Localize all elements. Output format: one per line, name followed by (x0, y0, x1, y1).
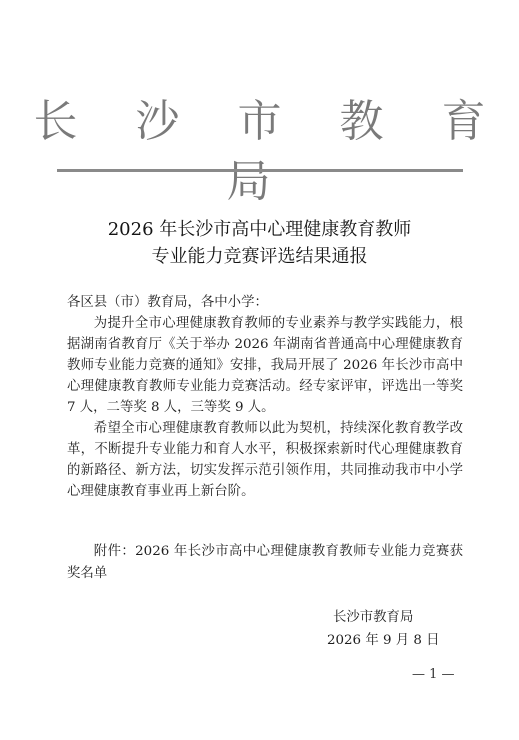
salutation: 各区县（市）教育局，各中小学： (67, 295, 268, 310)
attachment-note: 附件：2026 年长沙市高中心理健康教育教师专业能力竞赛获奖名单 (67, 544, 463, 581)
issuing-org-header: 长 沙 市 教 育 局 (33, 96, 508, 207)
body-paragraph-2: 希望全市心理健康教育教师以此为契机，持续深化教育教学改革，不断提升专业能力和育人水平，积极探索新时代心理健康教育的新路径、新方法，切实发挥示范引领作用，共同推动我市中小学心理健康教育事业再上新台阶。 (67, 421, 463, 499)
page-number: — 1 — (412, 667, 455, 682)
document-body (67, 292, 463, 502)
header-divider (57, 169, 463, 172)
document-title-line-2: 专业能力竞赛评选结果通报 (151, 246, 368, 267)
signature-org: 长沙市教育局 (333, 610, 414, 625)
body-paragraph-1: 为提升全市心理健康教育教师的专业素养与教学实践能力，根据湖南省教育厅《关于举办 2026 年湖南省普通高中心理健康教育教师专业能力竞赛的通知》安排，我局开展了 2026 年长沙市高中心理健康教育教师专业能力竞赛活动。经专家评审，评选出一等奖 7 人，二等奖 8 人，三等奖 9 人。 (67, 316, 463, 415)
signature-date: 2026 年 9 月 8 日 (327, 633, 440, 648)
document-title (0, 216, 519, 270)
document-title-line-1: 2026 年长沙市高中心理健康教育教师 (107, 219, 412, 240)
